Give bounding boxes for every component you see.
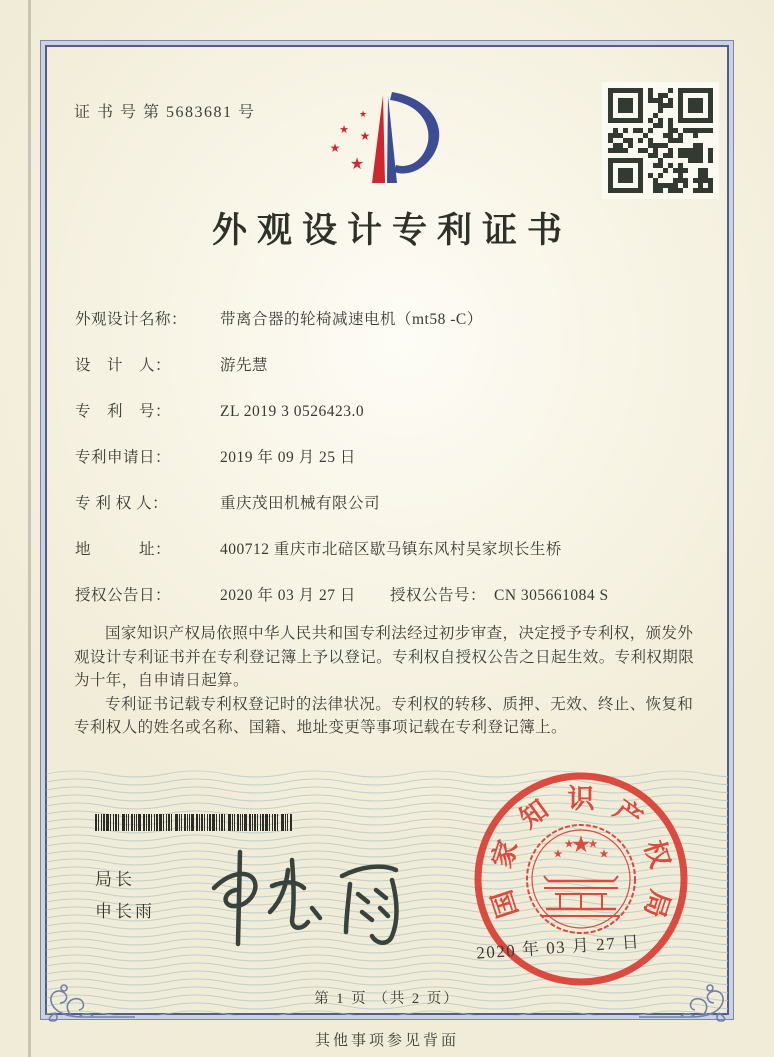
svg-text:★: ★ (572, 834, 590, 856)
field-label: 地 址： (75, 541, 172, 558)
field-label: 专利申请日： (75, 449, 172, 466)
seal-char: 产 (608, 793, 648, 835)
field-grant-date (75, 583, 732, 605)
seal-char: 权 (638, 836, 676, 872)
field-value: 400712 重庆市北碚区歇马镇东风村吴家坝长生桥 (220, 541, 562, 558)
svg-text:★: ★ (564, 839, 574, 850)
field-filing-date (75, 445, 732, 467)
svg-text:★: ★ (553, 849, 563, 860)
signer-name: 申长雨 (95, 902, 155, 921)
seal-date: 2020 年 03 月 27 日 (475, 932, 641, 963)
seal-char: 局 (638, 886, 676, 922)
field-grant-number (390, 583, 609, 605)
svg-text:★: ★ (329, 141, 341, 155)
seal-char: 知 (514, 793, 554, 835)
handwritten-signature (196, 836, 416, 948)
svg-text:★: ★ (358, 109, 368, 119)
seal-char: 国 (486, 886, 524, 922)
field-value: 重庆茂田机械有限公司 (220, 495, 381, 512)
certificate-title: 外观设计专利证书 (211, 211, 572, 250)
field-value: 游先慧 (220, 357, 269, 374)
qr-code (608, 88, 713, 193)
seal-char: 识 (567, 784, 595, 814)
field-designer (75, 353, 732, 375)
legal-paragraph-1: 国家知识产权局依照中华人民共和国专利法经过初步审查，决定授予专利权，颁发外观设计专利证书并在专利登记簿上予以登记。专利权自授权公告之日起生效。专利权期限为十年，自申请日起算。 (74, 625, 695, 690)
svg-text:★: ★ (339, 124, 349, 136)
svg-text:★: ★ (349, 156, 365, 173)
field-label: 专 利 权 人： (75, 495, 169, 512)
scan-edge-shadow (28, 0, 31, 1057)
field-value: 2019 年 09 月 25 日 (220, 449, 356, 466)
field-label: 授权公告号： (390, 587, 487, 604)
svg-text:★: ★ (359, 129, 371, 143)
signer-block (95, 864, 155, 928)
signer-title: 局长 (95, 870, 135, 889)
see-reverse-note: 其他事项参见背面 (314, 1033, 459, 1049)
svg-text:★: ★ (588, 839, 598, 850)
field-value: 带离合器的轮椅减速电机（mt58 -C） (220, 311, 483, 328)
field-label: 外观设计名称： (75, 311, 188, 328)
certificate-number: 证 书 号 第 5683681 号 (74, 104, 256, 121)
field-label: 设 计 人： (75, 357, 172, 374)
field-label: 授权公告日： (75, 587, 172, 604)
legal-paragraph-2: 专利证书记载专利权登记时的法律状况。专利权的转移、质押、无效、终止、恢复和专利权人的姓名或名称、国籍、地址变更等事项记载在专利登记簿上。 (74, 695, 694, 737)
field-patentee (75, 491, 732, 513)
page-number: 第 1 页 （共 2 页） (314, 991, 460, 1007)
barcode (95, 814, 295, 831)
field-address (75, 537, 732, 559)
national-emblem (527, 825, 635, 933)
field-value: 2020 年 03 月 27 日 (220, 587, 356, 604)
cnipa-patent-logo-icon (318, 80, 486, 198)
legal-text (74, 622, 708, 740)
field-label: 专 利 号： (75, 403, 172, 420)
seal-char: 家 (486, 836, 524, 872)
field-patent-number (75, 399, 732, 421)
field-value: CN 305661084 S (494, 587, 609, 604)
svg-text:★: ★ (599, 849, 609, 860)
field-value: ZL 2019 3 0526423.0 (220, 403, 365, 420)
field-design-name (75, 307, 732, 329)
